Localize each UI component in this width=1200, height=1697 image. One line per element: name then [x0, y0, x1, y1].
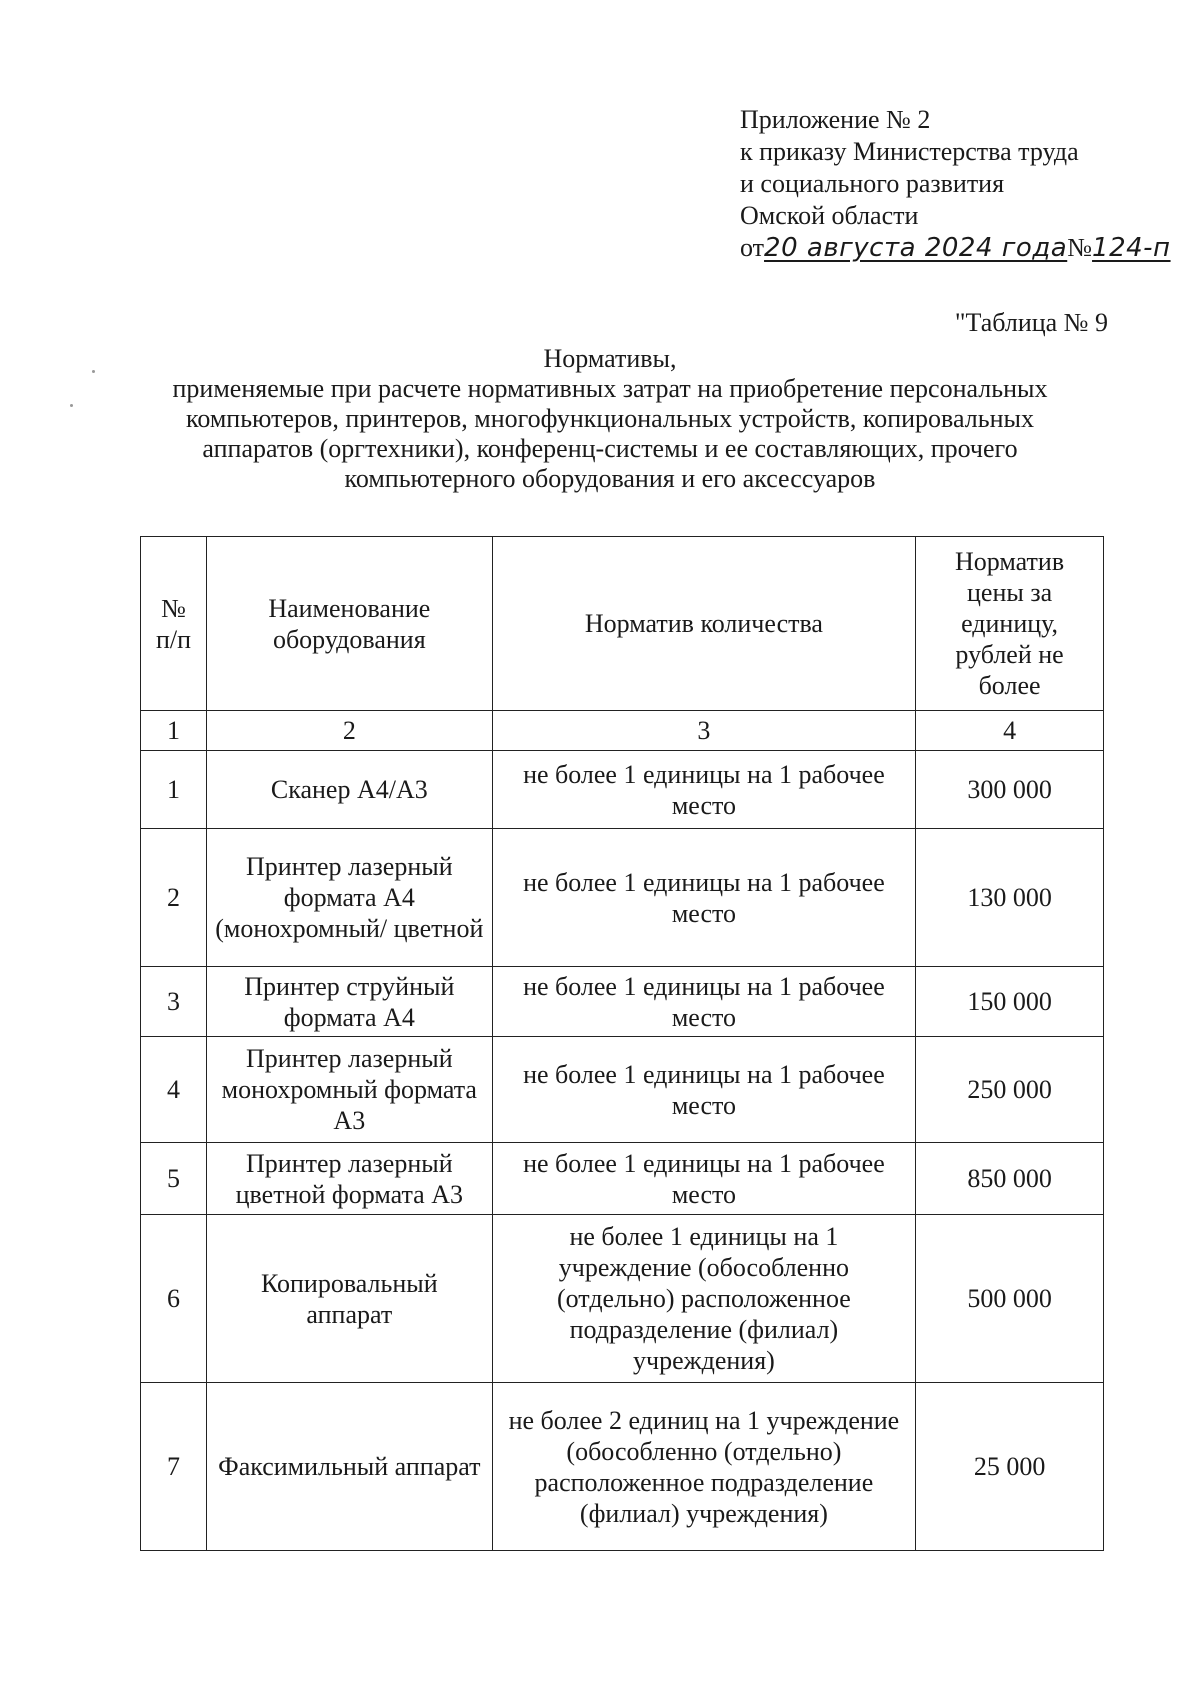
handwritten-number: 124-п: [1092, 233, 1171, 263]
row-number-cell: 1: [141, 751, 207, 829]
price-norm-cell: 130 000: [916, 829, 1104, 967]
column-number-cell: 1: [141, 711, 207, 751]
norms-table: [140, 536, 1104, 1551]
quantity-norm-cell: не более 1 единицы на 1 рабочее место: [492, 1143, 915, 1215]
table-row: [141, 1215, 1104, 1383]
price-norm-cell: 25 000: [916, 1383, 1104, 1551]
quantity-norm-cell: не более 1 единицы на 1 рабочее место: [492, 967, 915, 1037]
scan-speck: [92, 370, 95, 373]
row-number-cell: 7: [141, 1383, 207, 1551]
scan-speck: [70, 404, 73, 407]
handwritten-date: 20 августа 2024 года: [764, 233, 1068, 263]
equipment-name-cell: Сканер А4/А3: [206, 751, 492, 829]
row-number-cell: 4: [141, 1037, 207, 1143]
quantity-norm-cell: не более 1 единицы на 1 рабочее место: [492, 751, 915, 829]
price-norm-cell: 150 000: [916, 967, 1104, 1037]
header-cell-name: Наименование оборудования: [206, 537, 492, 711]
quantity-norm-cell: не более 1 единицы на 1 учреждение (обособленно (отдельно) расположенное подразделение (филиал) учреждения): [492, 1215, 915, 1383]
appendix-line-3: и социального развития: [740, 169, 1005, 198]
document-heading: [130, 344, 1090, 494]
price-norm-cell: 300 000: [916, 751, 1104, 829]
equipment-name-cell: Принтер лазерный формата А4 (монохромный/ цветной: [206, 829, 492, 967]
appendix-line-1: Приложение № 2: [740, 105, 931, 134]
column-number-cell: 3: [492, 711, 915, 751]
price-norm-cell: 250 000: [916, 1037, 1104, 1143]
column-number-row: [141, 711, 1104, 751]
row-number-cell: 3: [141, 967, 207, 1037]
table-row: [141, 829, 1104, 967]
row-number-cell: 2: [141, 829, 207, 967]
table-row: [141, 751, 1104, 829]
table-row: [141, 967, 1104, 1037]
table-row: [141, 1037, 1104, 1143]
row-number-cell: 5: [141, 1143, 207, 1215]
quantity-norm-cell: не более 1 единицы на 1 рабочее место: [492, 1037, 915, 1143]
header-cell-number: № п/п: [141, 537, 207, 711]
equipment-name-cell: Факсимильный аппарат: [206, 1383, 492, 1551]
table-label: "Таблица № 9: [954, 308, 1108, 337]
equipment-name-cell: Принтер лазерный цветной формата А3: [206, 1143, 492, 1215]
price-norm-cell: 500 000: [916, 1215, 1104, 1383]
column-number-cell: 2: [206, 711, 492, 751]
number-prefix: №: [1067, 233, 1093, 262]
date-prefix: от: [740, 233, 765, 262]
header-cell-price: Норматив цены за единицу, рублей не более: [916, 537, 1104, 711]
header-cell-quantity: Норматив количества: [492, 537, 915, 711]
equipment-name-cell: Копировальный аппарат: [206, 1215, 492, 1383]
price-norm-cell: 850 000: [916, 1143, 1104, 1215]
table-row: [141, 1143, 1104, 1215]
appendix-line-2: к приказу Министерства труда: [740, 137, 1079, 166]
column-number-cell: 4: [916, 711, 1104, 751]
heading-subtitle: применяемые при расчете нормативных затрат на приобретение персональных компьютеров, принтеров, многофункциональных устройств, копировальных аппаратов (оргтехники), конференц-системы и ее составляющих, прочего компьютерного оборудования и его аксессуаров: [172, 374, 1048, 493]
appendix-line-4: Омской области: [740, 201, 919, 230]
row-number-cell: 6: [141, 1215, 207, 1383]
quantity-norm-cell: не более 1 единицы на 1 рабочее место: [492, 829, 915, 967]
quantity-norm-cell: не более 2 единиц на 1 учреждение (обособленно (отдельно) расположенное подразделение (филиал) учреждения): [492, 1383, 915, 1551]
appendix-block: [740, 104, 1171, 264]
equipment-name-cell: Принтер лазерный монохромный формата А3: [206, 1037, 492, 1143]
table-row: [141, 1383, 1104, 1551]
heading-title: Нормативы,: [543, 344, 677, 373]
order-date-line: [740, 232, 1171, 264]
equipment-name-cell: Принтер струйный формата А4: [206, 967, 492, 1037]
table-header-row: [141, 537, 1104, 711]
